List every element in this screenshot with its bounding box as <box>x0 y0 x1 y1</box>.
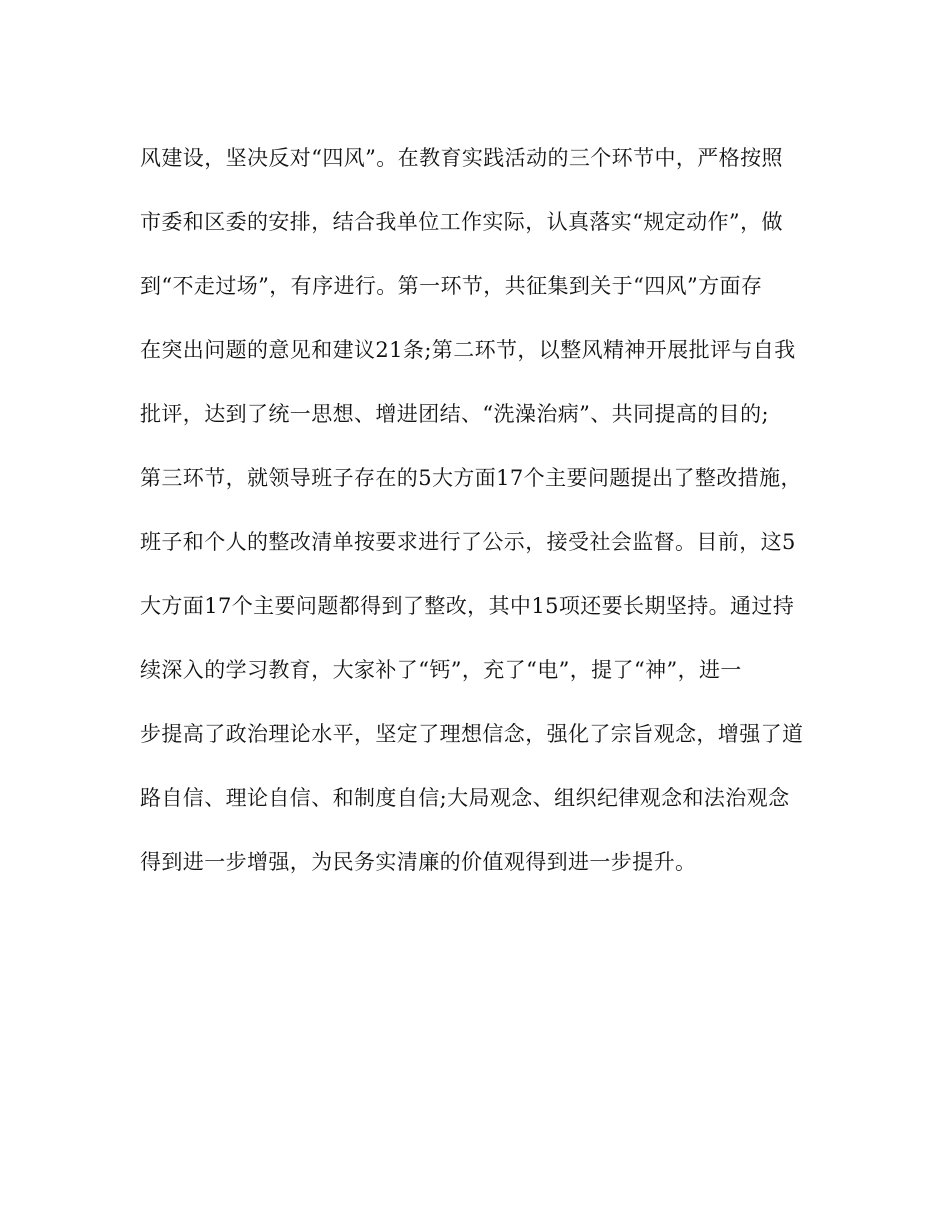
paragraph-line-3: 到“不走过场”，有序进行。第一环节，共征集到关于“四风”方面存 <box>140 274 763 298</box>
paragraph-line-2: 市委和区委的安排，结合我单位工作实际，认真落实“规定动作”，做 <box>140 210 783 234</box>
paragraph-line-4: 在突出问题的意见和建议21条;第二环节，以整风精神开展批评与自我 <box>140 338 796 362</box>
paragraph-line-5: 批评，达到了统一思想、增进团结、“洗澡治病”、共同提高的目的; <box>140 402 769 426</box>
paragraph-line-8: 大方面17个主要问题都得到了整改，其中15项还要长期坚持。通过持 <box>140 594 795 618</box>
paragraph-line-1: 风建设，坚决反对“四风”。在教育实践活动的三个环节中，严格按照 <box>140 146 783 170</box>
paragraph-line-12: 得到进一步增强，为民务实清廉的价值观得到进一步提升。 <box>140 850 697 874</box>
paragraph-line-11: 路自信、理论自信、和制度自信;大局观念、组织纪律观念和法治观念 <box>140 786 790 810</box>
paragraph-line-7: 班子和个人的整改清单按要求进行了公示，接受社会监督。目前，这5 <box>140 530 796 554</box>
body-paragraph <box>140 133 820 901</box>
paragraph-line-6: 第三环节，就领导班子存在的5大方面17个主要问题提出了整改措施， <box>140 466 802 490</box>
paragraph-line-10: 步提高了政治理论水平，坚定了理想信念，强化了宗旨观念，增强了道 <box>140 722 804 746</box>
paragraph-line-9: 续深入的学习教育，大家补了“钙”，充了“电”，提了“神”，进一 <box>140 658 742 682</box>
